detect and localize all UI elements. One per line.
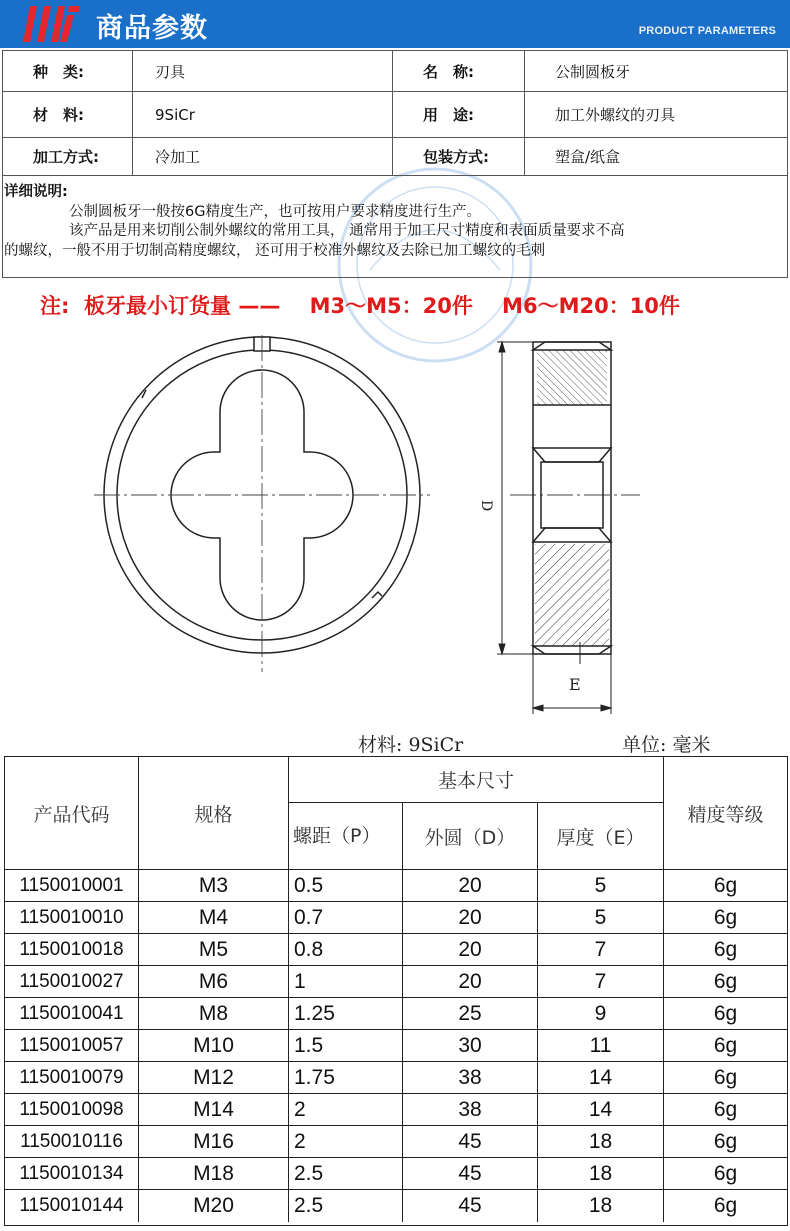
dimension-d-label: D [478,500,494,512]
brand-logo [20,4,82,44]
param-label: 材 料: [3,92,133,137]
cell-grade: 6g [713,937,738,961]
cell-size: M6 [139,966,289,997]
table-row [5,1158,787,1190]
cell-od: 20 [403,966,538,997]
table-row [5,870,787,902]
cell-size: M20 [139,1190,289,1222]
param-label: 加工方式: [3,138,133,175]
cell-code: 1150010116 [5,1126,139,1157]
cell-od: 38 [403,1062,538,1093]
param-label: 用 途: [393,92,525,137]
cell-size: M4 [139,902,289,933]
cell-pitch: 1 [289,966,403,997]
cell-grade: 6g [713,969,738,993]
cell-grade: 6g [713,1129,738,1153]
param-value: 刃具 [133,51,393,91]
param-value: 公制圆板牙 [555,62,631,81]
header-banner [0,0,790,48]
material-label: 材料: 9SiCr [358,734,464,756]
table-row [5,902,787,934]
cell-pitch: 0.8 [289,934,403,965]
cell-pitch: 2 [289,1126,403,1157]
cell-code: 1150010144 [5,1190,139,1222]
cell-thickness: 7 [538,966,664,997]
table-row [5,998,787,1030]
cell-code: 1150010134 [5,1158,139,1189]
cell-od: 45 [403,1190,538,1222]
table-row [5,966,787,998]
cell-thickness: 11 [538,1030,664,1061]
param-row [3,51,787,92]
cell-code: 1150010057 [5,1030,139,1061]
header-title: 商品参数 [96,13,208,44]
die-side-view [533,342,611,654]
unit-label: 单位: 毫米 [622,734,711,756]
cell-grade: 6g [713,1065,738,1089]
cell-code: 1150010018 [5,934,139,965]
cell-grade: 6g [713,873,738,897]
cell-pitch: 2.5 [289,1190,403,1222]
cell-size: M14 [139,1094,289,1125]
table-row [5,1030,787,1062]
cell-grade: 6g [713,1001,738,1025]
table-row [5,934,787,966]
cell-thickness: 18 [538,1158,664,1189]
param-value: 9SiCr [133,92,393,137]
header-size: 规格 [139,757,289,870]
cell-od: 20 [403,934,538,965]
cell-od: 45 [403,1126,538,1157]
spec-table [4,756,788,1226]
cell-od: 30 [403,1030,538,1061]
header-pitch: 螺距（P） [289,803,403,870]
dimension-d [497,342,533,654]
header-basic-dimensions: 基本尺寸 [289,757,664,803]
param-row [3,92,787,138]
detailed-description [3,176,787,278]
cell-grade: 6g [713,1194,738,1217]
cell-od: 20 [403,870,538,901]
cell-thickness: 18 [538,1190,664,1222]
cell-thickness: 14 [538,1062,664,1093]
table-row [5,1190,787,1222]
cell-thickness: 14 [538,1094,664,1125]
cell-code: 1150010041 [5,998,139,1029]
header-code: 产品代码 [5,757,139,870]
cell-pitch: 2 [289,1094,403,1125]
description-line: 的螺纹，一般不用于切制高精度螺纹， 还可用于校准外螺纹及去除已加工螺纹的毛刺 [4,242,546,259]
description-line: 该产品是用来切削公制外螺纹的常用工具， 通常用于加工尺寸精度和表面质量要求不高 [69,223,625,239]
minimum-order-note: 注: 板牙最小订货量 —— M3～M5：20件 M6～M20：10件 [40,294,680,318]
cell-od: 45 [403,1158,538,1189]
param-label: 名 称: [393,51,525,91]
cell-size: M3 [139,870,289,901]
param-label: 包装方式: [393,138,525,175]
header-outer-diameter: 外圆（D） [403,803,538,870]
cell-code: 1150010027 [5,966,139,997]
cell-thickness: 18 [538,1126,664,1157]
header-subtitle: PRODUCT PARAMETERS [638,25,776,37]
header-grade: 精度等级 [664,757,787,870]
description-line: 公制圆板牙一般按6G精度生产，也可按用户要求精度进行生产。 [69,203,481,220]
table-row [5,1062,787,1094]
cell-od: 25 [403,998,538,1029]
cell-thickness: 9 [538,998,664,1029]
cell-pitch: 1.5 [289,1030,403,1061]
cell-thickness: 5 [538,870,664,901]
dimension-e-label: E [569,675,581,694]
param-label: 种 类: [3,51,133,91]
cell-code: 1150010010 [5,902,139,933]
cell-grade: 6g [713,1161,738,1185]
cell-grade: 6g [713,905,738,929]
param-value: 塑盒/纸盒 [555,148,621,166]
cell-thickness: 5 [538,902,664,933]
cell-pitch: 1.75 [289,1062,403,1093]
cell-pitch: 1.25 [289,998,403,1029]
cell-od: 38 [403,1094,538,1125]
cell-size: M12 [139,1062,289,1093]
cell-code: 1150010079 [5,1062,139,1093]
table-row [5,1126,787,1158]
header-thickness: 厚度（E） [538,803,664,870]
cell-size: M16 [139,1126,289,1157]
description-title: 详细说明: [4,184,68,200]
cell-pitch: 0.7 [289,902,403,933]
cell-pitch: 2.5 [289,1158,403,1189]
product-params-table [2,50,788,278]
cell-od: 20 [403,902,538,933]
cell-pitch: 0.5 [289,870,403,901]
cell-size: M10 [139,1030,289,1061]
table-row [5,1094,787,1126]
param-value: 冷加工 [133,138,393,175]
param-value: 加工外螺纹的刃具 [555,106,676,124]
cell-size: M5 [139,934,289,965]
cell-code: 1150010098 [5,1094,139,1125]
cell-grade: 6g [713,1033,738,1057]
param-row [3,138,787,176]
cell-grade: 6g [713,1097,738,1121]
cell-size: M8 [139,998,289,1029]
cell-code: 1150010001 [5,870,139,901]
die-technical-drawing [0,330,790,720]
cell-thickness: 7 [538,934,664,965]
cell-size: M18 [139,1158,289,1189]
